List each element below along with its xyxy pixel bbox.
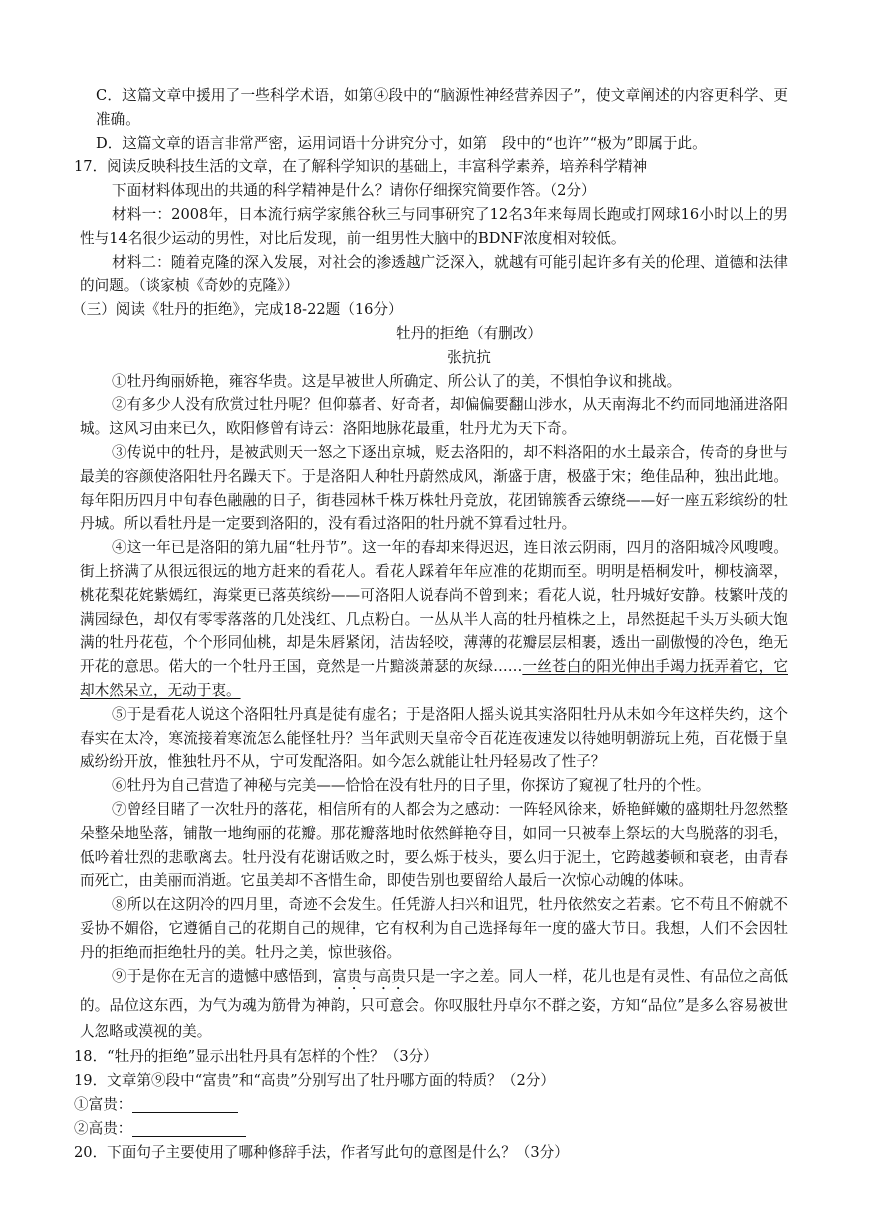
answer-label-gaogui: ②高贵： — [74, 1119, 133, 1137]
answer-line-gaogui — [74, 1117, 788, 1141]
paragraph-6: ⑥牡丹为自己营造了神秘与完美——恰恰在没有牡丹的日子里，你探访了窥视了牡丹的个性。 — [112, 777, 711, 795]
paragraph-1: ①牡丹绚丽娇艳，雍容华贵。这是早被世人所确定、所公认了的美，不惧怕争议和挑战。 — [112, 372, 682, 390]
answer-blank-fugui[interactable] — [132, 1096, 238, 1113]
paragraph-5: ⑤于是看花人说这个洛阳牡丹真是徒有虚名；于是洛阳人摇头说其实洛阳牡丹从未如今年这样失约，这个春实在太冷，寒流接着寒流怎么能怪牡丹？当年武则天皇帝令百花连夜速发以待她明朝游玩上苑，百花慑于皇威纷纷开放，惟独牡丹不从，宁可发配洛阳。如今怎么就能让牡丹轻易改了性子？ — [80, 705, 788, 771]
emphasis-fugui: 富贵 — [332, 968, 362, 986]
paragraph-7: ⑦曾经目睹了一次牡丹的落花，相信所有的人都会为之感动：一阵轻风徐来，娇艳鲜嫩的盛期牡丹忽然整朵整朵地坠落，铺散一地绚丽的花瓣。那花瓣落地时依然鲜艳夺目，如同一只被奉上祭坛的大鸟脱落的羽毛，低吟着壮烈的悲歌离去。牡丹没有花谢话败之时，要么烁于枝头，要么归于泥土，它跨越萎顿和衰老，由青春而死亡，由美丽而消逝。它虽美却不吝惜生命，即使告别也要留给人最后一次惊心动魄的体味。 — [80, 800, 788, 890]
answer-label-fugui: ①富贵： — [74, 1096, 133, 1114]
option-d: D．这篇文章的语言非常严密，运用词语十分讲究分寸，如第 段中的“也许”“极为”即属于此。 — [96, 134, 707, 152]
paragraph-9-rest: 只是一字之差。同人一样，花儿也是有灵性、有品位之高低的。品位这东西，为气为魂为筋骨为神韵，只可意会。你叹服牡丹卓尔不群之姿，方知“品位”是多么容易被世人忽略或漠视的美。 — [80, 968, 788, 1041]
paragraph-9 — [80, 964, 788, 1045]
question-17-prompt: 下面材料体现出的共通的科学精神是什么？请你仔细探究简要作答。（2分） — [112, 182, 596, 200]
question-17: 17．阅读反映科技生活的文章，在了解科学知识的基础上，丰富科学素养，培养科学精神 — [74, 158, 648, 176]
article-title: 牡丹的拒绝（有删改） — [396, 324, 542, 342]
paragraph-8: ⑧所以在这阴冷的四月里，奇迹不会发生。任凭游人扫兴和诅咒，牡丹依然安之若素。它不苟且不俯就不妥协不媚俗，它遵循自己的花期自己的规律，它有权利为自己选择每年一度的盛大节日。我想，人们不会因牡丹的拒绝而拒绝牡丹的美。牡丹之美，惊世骇俗。 — [80, 896, 788, 961]
exam-page — [72, 84, 788, 1164]
question-19: 19．文章第⑨段中“富贵”和“高贵”分别写出了牡丹哪方面的特质？（2分） — [74, 1072, 555, 1090]
material-two: 材料二：随着克隆的深入发展，对社会的渗透越广泛深入，就越有可能引起许多有关的伦理、道德和法律的问题。（谈家桢《奇妙的克隆》） — [80, 253, 788, 295]
paragraph-3: ③传说中的牡丹，是被武则天一怒之下逐出京城，贬去洛阳的，却不料洛阳的水土最亲合，传奇的身世与最美的容颜使洛阳牡丹名躁天下。于是洛阳人种牡丹蔚然成风，渐盛于唐，极盛于宋；绝佳品种，独出此地。每年阳历四月中旬春色融融的日子，街巷园林千株万株牡丹竞放，花团锦簇香云缭绕——好一座五彩缤纷的牡丹城。所以看牡丹是一定要到洛阳的，没有看过洛阳的牡丹就不算看过牡丹。 — [80, 443, 788, 533]
underlined-sentence: 一丝苍白的阳光伸出手竭力抚弄着它，它却木然呆立，无动于衷。 — [80, 658, 788, 699]
paragraph-4 — [80, 536, 788, 703]
paragraph-2: ②有多少人没有欣赏过牡丹呢？但仰慕者、好奇者，却偏偏要翻山涉水，从天南海北不约而同地涌进洛阳城。这风习由来已久，欧阳修曾有诗云：洛阳地脉花最重，牡丹尤为天下奇。 — [80, 396, 788, 438]
paragraph-9-lead: ⑨于是你在无言的遗憾中感悟到， — [112, 968, 333, 986]
question-20: 20．下面句子主要使用了哪种修辞手法，作者写此句的意图是什么？（3分） — [74, 1143, 569, 1161]
answer-blank-gaogui[interactable] — [132, 1120, 246, 1137]
paragraph-9-and: 与 — [361, 968, 377, 986]
article-author: 张抗抗 — [447, 348, 491, 366]
option-c: C．这篇文章中援用了一些科学术语，如第④段中的“脑源性神经营养因子”，使文章阐述的内容更科学、更准确。 — [96, 87, 788, 128]
section-three-heading: （三）阅读《牡丹的拒绝》，完成18-22题（16分） — [72, 301, 403, 319]
question-18: 18．“牡丹的拒绝”显示出牡丹具有怎样的个性？（3分） — [74, 1048, 438, 1066]
material-one: 材料一：2008年，日本流行病学家熊谷秋三与同事研究了12名3年来每周长跑或打网球16小时以上的男性与14名很少运动的男性，对比后发现，前一组男性大脑中的BDNF浓度相对较低。 — [80, 205, 788, 247]
answer-line-fugui — [74, 1093, 788, 1117]
emphasis-gaogui: 高贵 — [376, 968, 406, 986]
paragraph-4-text: ④这一年已是洛阳的第九届“牡丹节”。这一年的春却来得迟迟，连日浓云阴雨，四月的洛阳城冷风嗖嗖。街上挤满了从很远很远的地方赶来的看花人。看花人踩着年年应准的花期而至。明明是梧桐发叶，柳枝滴翠，桃花梨花姹紫嫣红，海棠更已落英缤纷——可洛阳人说春尚不曾到来；看花人说，牡丹城好安静。枝繁叶茂的满园绿色，却仅有零零落落的几处浅红、几点粉白。一丛从半人高的牡丹植株之上，昂然挺起千头万头硕大饱满的牡丹花苞，个个形同仙桃，却是朱唇紧闭，洁齿轻咬，薄薄的花瓣层层相裹，透出一副傲慢的冷色，绝无开花的意思。偌大的一个牡丹王国，竟然是一片黯淡萧瑟的灰绿…… — [80, 539, 788, 676]
